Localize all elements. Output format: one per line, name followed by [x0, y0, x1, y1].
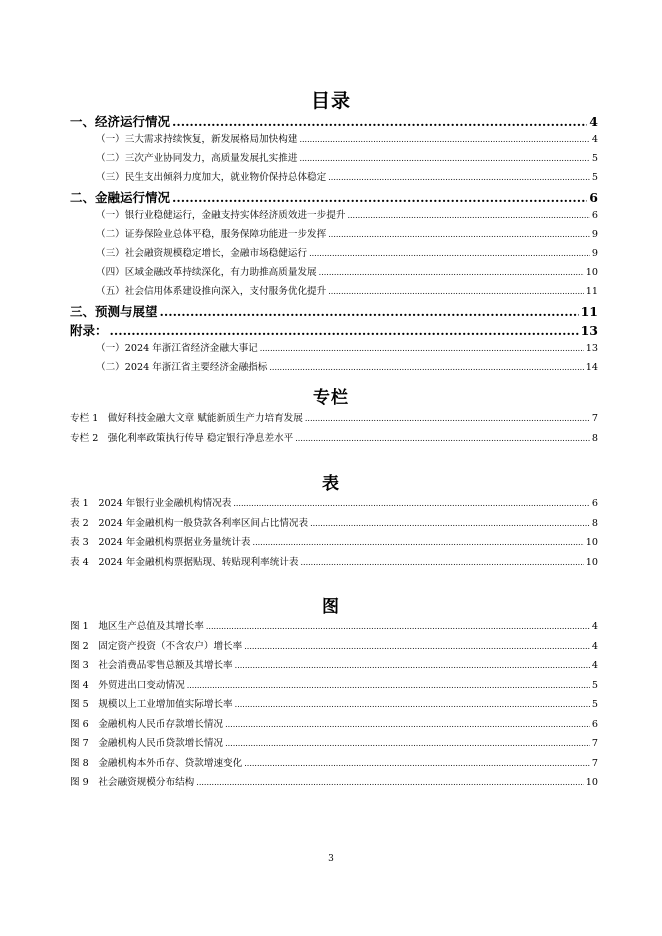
toc-entry-page: 7: [591, 413, 598, 424]
toc-entry[interactable]: [70, 677, 598, 697]
toc-entry-label: 图 2 固定资产投资（不含农户）增长率: [70, 640, 243, 652]
dot-leader: [206, 622, 590, 631]
dot-leader: [225, 739, 590, 748]
dot-leader: [299, 154, 589, 163]
toc-entry[interactable]: [70, 515, 598, 535]
toc-entry-label: （一）三大需求持续恢复，新发展格局加快构建: [96, 134, 298, 145]
toc-entry-page: 6: [591, 718, 598, 730]
contents-title: 目录: [310, 90, 351, 112]
toc-entry-page: 7: [591, 738, 598, 749]
dot-leader: [196, 778, 584, 787]
toc-entry[interactable]: [70, 755, 598, 775]
toc-entry-label: （一）银行业稳健运行，金融支持实体经济质效进一步提升: [96, 210, 346, 221]
toc-entry[interactable]: [70, 735, 598, 755]
contents-list: [70, 112, 598, 378]
toc-entry[interactable]: [70, 131, 598, 150]
toc-entry-page: 13: [580, 323, 598, 338]
toc-entry[interactable]: [70, 207, 598, 226]
toc-entry[interactable]: [70, 112, 598, 131]
dot-leader: [233, 499, 590, 508]
toc-entry-page: 10: [585, 537, 598, 548]
toc-entry[interactable]: [70, 534, 598, 554]
toc-entry-label: （二）三次产业协同发力，高质量发展扎实推进: [96, 153, 298, 164]
dot-leader: [328, 287, 584, 296]
dot-leader: [299, 135, 589, 144]
toc-entry-page: 4: [589, 114, 598, 129]
toc-entry[interactable]: [70, 774, 598, 794]
toc-entry-label: 专栏 2 强化利率政策执行传导 稳定银行净息差水平: [70, 432, 294, 444]
page-number: 3: [328, 854, 334, 864]
toc-entry-label: 表 1 2024 年银行业金融机构情况表: [70, 498, 232, 509]
toc-entry[interactable]: [70, 321, 598, 340]
toc-entry-page: 14: [585, 362, 598, 373]
toc-entry[interactable]: [70, 169, 598, 188]
dot-leader: [110, 323, 579, 338]
toc-entry-page: 5: [591, 679, 598, 691]
toc-entry-page: 4: [591, 621, 598, 632]
toc-entry-page: 8: [591, 432, 598, 444]
toc-entry[interactable]: [70, 430, 598, 450]
toc-entry-label: 附录：: [70, 323, 108, 338]
toc-entry-page: 10: [585, 267, 598, 278]
toc-entry[interactable]: [70, 150, 598, 169]
dot-leader: [260, 344, 584, 353]
toc-entry-label: （一）2024 年浙江省经济金融大事记: [96, 343, 258, 354]
dot-leader: [319, 268, 584, 277]
toc-entry-label: 图 3 社会消费品零售总额及其增长率: [70, 660, 233, 671]
toc-entry[interactable]: [70, 495, 598, 515]
dot-leader: [235, 661, 590, 670]
toc-entry-label: 二、金融运行情况: [70, 190, 171, 205]
toc-entry[interactable]: [70, 657, 598, 677]
toc-entry-page: 6: [591, 210, 598, 221]
toc-entry[interactable]: [70, 283, 598, 302]
columns-list: [70, 410, 598, 449]
toc-entry-label: 一、经济运行情况: [70, 114, 171, 129]
dot-leader: [301, 558, 584, 567]
toc-entry-page: 4: [591, 134, 598, 145]
toc-entry[interactable]: [70, 618, 598, 638]
toc-entry-page: 4: [591, 660, 598, 671]
toc-entry-label: 图 5 规模以上工业增加值实际增长率: [70, 699, 233, 710]
toc-entry[interactable]: [70, 716, 598, 736]
dot-leader: [269, 363, 583, 372]
toc-entry-label: 专栏 1 做好科技金融大文章 赋能新质生产力培育发展: [70, 413, 303, 424]
toc-entry-label: 图 1 地区生产总值及其增长率: [70, 621, 204, 632]
tables-title: 表: [322, 474, 340, 494]
toc-entry[interactable]: [70, 359, 598, 378]
toc-entry-label: 三、预测与展望: [70, 304, 158, 319]
toc-entry-label: （四）区域金融改革持续深化，有力助推高质量发展: [96, 267, 317, 278]
toc-entry[interactable]: [70, 340, 598, 359]
figures-list: [70, 618, 598, 794]
toc-entry[interactable]: [70, 264, 598, 283]
toc-entry-label: 表 4 2024 年金融机构票据贴现、转贴现利率统计表: [70, 556, 299, 568]
toc-entry-page: 5: [591, 153, 598, 164]
toc-entry-label: 表 3 2024 年金融机构票据业务量统计表: [70, 537, 251, 548]
dot-leader: [172, 190, 587, 205]
dot-leader: [295, 434, 590, 443]
toc-entry[interactable]: [70, 226, 598, 245]
toc-entry-page: 6: [589, 190, 598, 205]
toc-entry-label: 图 9 社会融资规模分布结构: [70, 777, 195, 788]
toc-entry-label: （三）社会融资规模稳定增长，金融市场稳健运行: [96, 248, 308, 259]
toc-entry-label: 图 4 外贸进出口变动情况: [70, 679, 185, 691]
dot-leader: [244, 642, 590, 651]
dot-leader: [225, 720, 590, 729]
toc-entry-page: 11: [580, 304, 598, 319]
toc-entry-page: 6: [591, 498, 598, 509]
toc-entry-label: （二）证券保险业总体平稳，服务保障功能进一步发挥: [96, 229, 327, 240]
toc-entry-page: 5: [591, 172, 598, 183]
dot-leader: [160, 304, 579, 319]
toc-entry-label: 图 7 金融机构人民币贷款增长情况: [70, 738, 224, 749]
toc-entry-page: 7: [591, 757, 598, 769]
toc-entry-label: 表 2 2024 年金融机构一般贷款各利率区间占比情况表: [70, 517, 309, 529]
dot-leader: [235, 700, 590, 709]
dot-leader: [347, 211, 589, 220]
toc-entry-page: 5: [591, 699, 598, 710]
dot-leader: [253, 538, 584, 547]
toc-entry-page: 9: [591, 229, 598, 240]
toc-entry[interactable]: [70, 302, 598, 321]
toc-entry[interactable]: [70, 245, 598, 264]
toc-entry-page: 4: [591, 640, 598, 652]
dot-leader: [309, 249, 590, 258]
dot-leader: [172, 114, 587, 129]
dot-leader: [244, 759, 590, 768]
figures-title: 图: [322, 597, 340, 617]
toc-entry-page: 13: [585, 343, 598, 354]
toc-entry[interactable]: [70, 638, 598, 658]
dot-leader: [305, 414, 590, 423]
toc-entry[interactable]: [70, 696, 598, 716]
toc-entry-label: （二）2024 年浙江省主要经济金融指标: [96, 362, 268, 373]
dot-leader: [187, 681, 590, 690]
toc-entry-label: （三）民生支出倾斜力度加大，就业物价保持总体稳定: [96, 172, 327, 183]
tables-list: [70, 495, 598, 573]
dot-leader: [328, 173, 590, 182]
dot-leader: [328, 230, 590, 239]
toc-entry[interactable]: [70, 188, 598, 207]
toc-entry[interactable]: [70, 554, 598, 574]
toc-entry-label: 图 8 金融机构本外币存、贷款增速变化: [70, 757, 243, 769]
toc-entry[interactable]: [70, 410, 598, 430]
toc-entry-page: 9: [591, 248, 598, 259]
toc-entry-page: 10: [585, 777, 598, 788]
toc-entry-page: 11: [585, 286, 598, 297]
toc-entry-label: （五）社会信用体系建设推向深入，支付服务优化提升: [96, 286, 327, 297]
dot-leader: [310, 519, 590, 528]
toc-entry-page: 10: [585, 556, 598, 568]
toc-entry-page: 8: [591, 517, 598, 529]
columns-title: 专栏: [313, 388, 349, 408]
toc-entry-label: 图 6 金融机构人民币存款增长情况: [70, 718, 224, 730]
